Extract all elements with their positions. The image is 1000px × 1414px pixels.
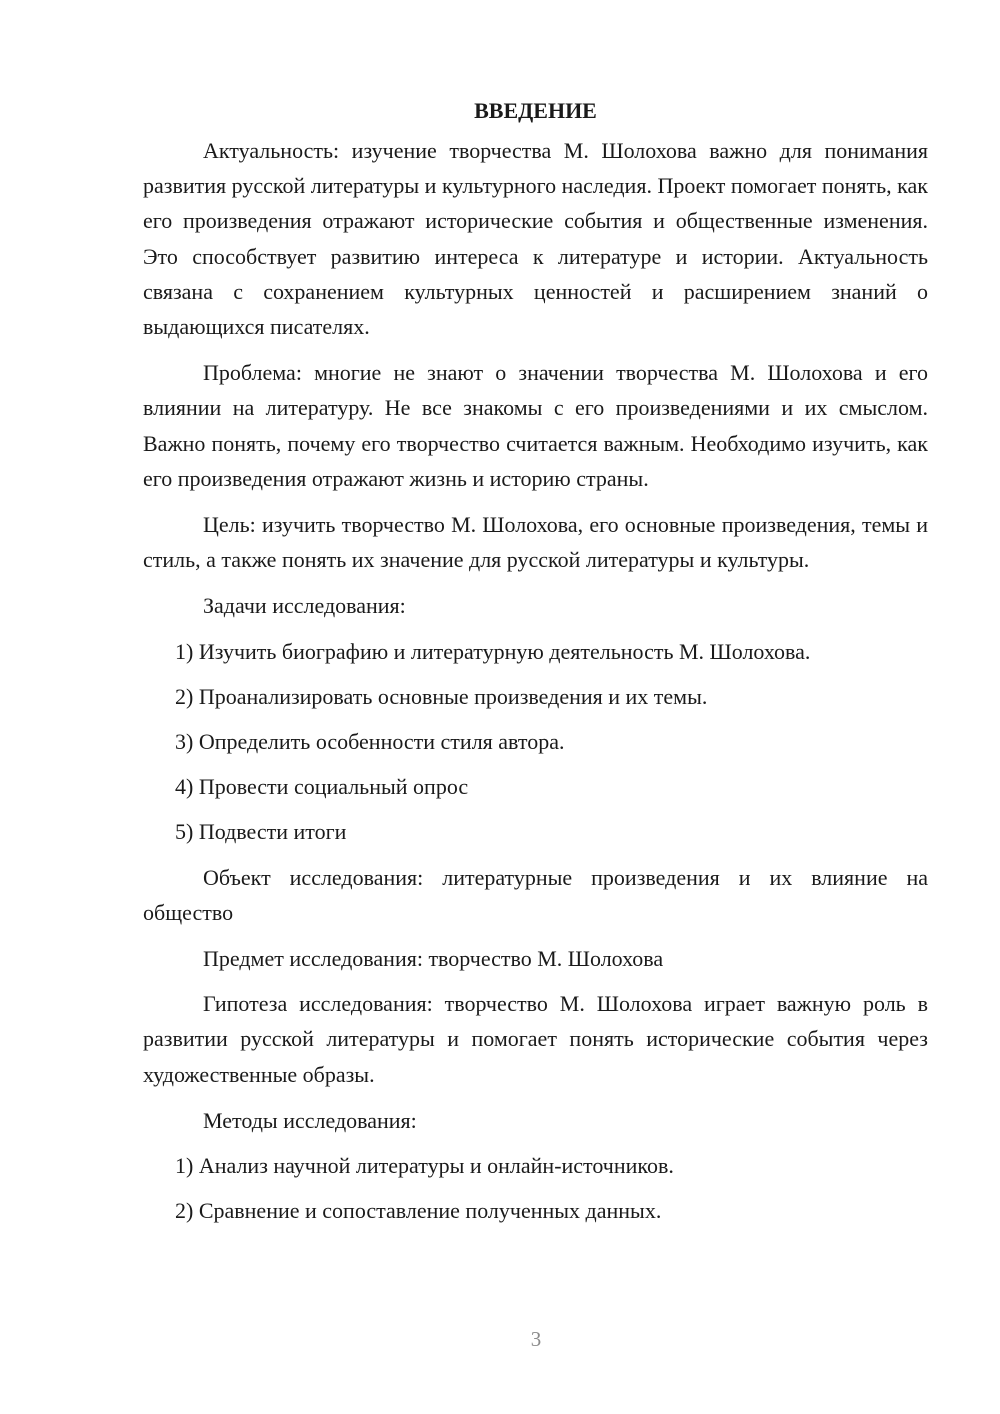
methods-heading: Методы исследования: [203,1107,417,1133]
page-title: ВВЕДЕНИЕ [474,98,597,123]
goal-paragraph: Цель: изучить творчество М. Шолохова, его основные произведения, темы и стиль, а также понять их значение для русской литературы и культуры. [143,512,928,573]
list-item: 4) Провести социальный опрос [175,774,469,800]
list-item: 2) Сравнение и сопоставление полученных данных. [175,1198,662,1224]
relevance-paragraph: Актуальность: изучение творчества М. Шолохова важно для понимания развития русской литературы и культурного наследия. Проект помогает понять, как его произведения отражают исторические события и общественные изменения. Это способствует развитию интереса к литературе и истории. Актуальность связана с сохранением культурных ценностей и расширением знаний о выдающихся писателях. [143,138,928,340]
list-item: 5) Подвести итоги [175,819,347,845]
problem-paragraph: Проблема: многие не знают о значении творчества М. Шолохова и его влиянии на литературу. Не все знакомы с его произведениями и их смыслом. Важно понять, почему его творчество считается важным. Необходимо изучить, как его произведения отражают жизнь и историю страны. [143,360,928,491]
hypothesis-paragraph: Гипотеза исследования: творчество М. Шолохова играет важную роль в развитии русской литературы и помогает понять исторические события через художественные образы. [143,991,928,1087]
list-item: 1) Анализ научной литературы и онлайн-источников. [175,1153,674,1179]
page-number: 3 [530,1327,542,1351]
list-item: 2) Проанализировать основные произведения и их темы. [175,683,708,709]
document-page [143,93,928,1238]
list-item: 1) Изучить биографию и литературную деятельность М. Шолохова. [175,638,811,664]
tasks-heading: Задачи исследования: [203,593,406,619]
object-paragraph: Объект исследования: литературные произведения и их влияние на общество [143,864,928,925]
methods-list [143,1148,928,1228]
tasks-list [143,634,928,850]
list-item: 3) Определить особенности стиля автора. [175,729,565,755]
subject-paragraph: Предмет исследования: творчество М. Шолохова [203,946,664,972]
